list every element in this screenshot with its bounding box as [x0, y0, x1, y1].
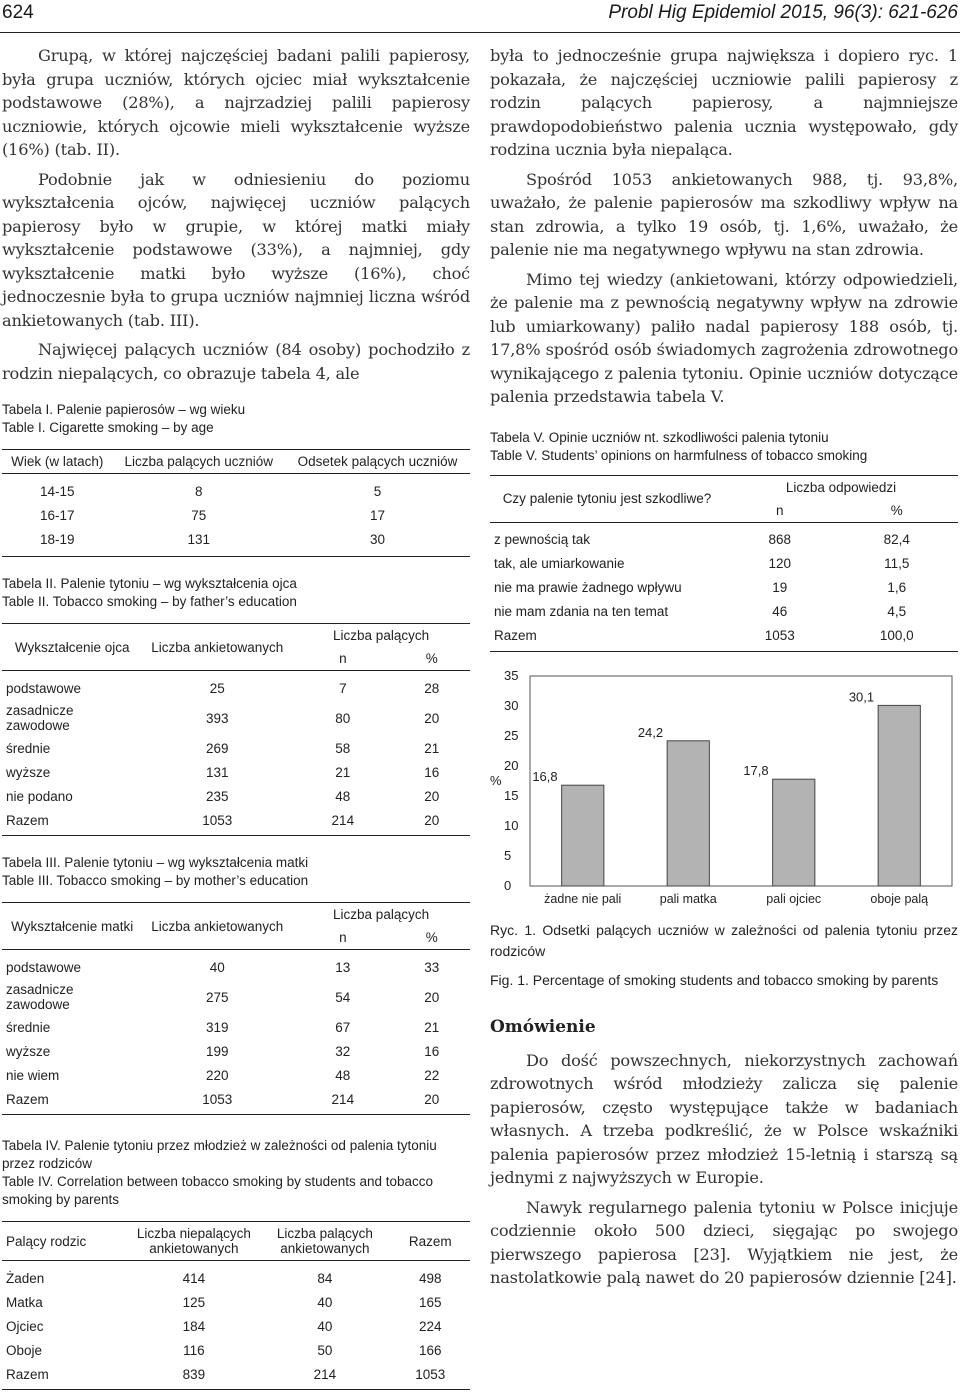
table-cell: 82,4	[883, 532, 910, 547]
table-caption-en: Table IV. Correlation between tobacco smoking by students and tobacco smoking by parents	[2, 1174, 434, 1207]
table-cell: Żaden	[6, 1270, 45, 1286]
y-tick-label: 5	[504, 847, 512, 863]
table-cell: 184	[182, 1318, 206, 1334]
table-row	[490, 576, 958, 600]
body-paragraph: Nawyk regularnego palenia tytoniu w Polsce inicjuje codziennie około 500 dzieci, sięgając po swojego pierwszego papierosa [23]. Wyjątkiem nie jest, że nastolatkowie palą nawet do 20 papierosów dziennie [24].	[490, 1197, 958, 1287]
chart-svg	[490, 664, 958, 914]
table-cell: Razem	[2, 1087, 142, 1115]
table-cell: 4,5	[887, 604, 907, 619]
data-label: 24,2	[637, 724, 664, 740]
table-cell: 80	[335, 710, 351, 726]
table-cell: 224	[418, 1318, 442, 1334]
table-cell: 1053	[724, 624, 835, 652]
table-cell: 75	[191, 507, 207, 523]
table-row	[2, 1087, 470, 1115]
table-cell: 5	[373, 483, 382, 499]
table-header-cell: Liczba palących	[292, 903, 470, 927]
table-header-cell: Liczba niepalących ankietowanych	[128, 1222, 259, 1261]
table-cell: 100,0	[835, 624, 958, 652]
table-header-cell: %	[394, 926, 471, 950]
table-cell: zasadnicze zawodowe	[6, 982, 74, 1012]
table-header-cell: Liczba ankietowanych	[142, 624, 292, 671]
table-cell: 16-17	[39, 507, 75, 523]
table-header-cell: n	[292, 647, 393, 671]
table-row	[490, 552, 958, 576]
table-caption-pl: Tabela IV. Palenie tytoniu przez młodzież w zależności od palenia tytoniu przez rodziców	[2, 1138, 437, 1171]
table-cell: 67	[335, 1019, 351, 1035]
table-cell: 319	[206, 1019, 229, 1035]
table-cell: 84	[317, 1270, 333, 1286]
table-cell: 125	[182, 1294, 206, 1310]
table-cell: 414	[182, 1270, 206, 1286]
table-header-cell: Liczba palących ankietowanych	[259, 1222, 390, 1261]
table-cell: zasadnicze zawodowe	[6, 703, 74, 733]
body-paragraph: była to jednocześnie grupa największa i dopiero ryc. 1 pokazała, że najczęściej uczniowie palili papierosy z rodzin palących papierosy, a najmniejsze prawdopodobieństwo palenia ucznia występowało, gdy rodzina ucznia była niepaląca.	[490, 46, 958, 159]
table-cell: 199	[206, 1043, 229, 1059]
table-row	[490, 624, 958, 652]
table-header-cell: n	[724, 499, 835, 523]
left-column	[2, 44, 470, 1390]
table-cell: 16	[424, 1043, 440, 1059]
table-cell: 393	[206, 710, 229, 726]
table-cell: nie podano	[6, 788, 73, 804]
table-cell: 235	[206, 788, 229, 804]
table-header-cell: Palący rodzic	[2, 1222, 128, 1261]
table-header-cell: Czy palenie tytoniu jest szkodliwe?	[490, 475, 724, 522]
table-cell: 868	[768, 532, 791, 547]
table-cell: nie wiem	[6, 1067, 60, 1083]
table-cell: średnie	[6, 1019, 51, 1035]
body-paragraph: Grupą, w której najczęściej badani palili papierosy, była grupa uczniów, których ojciec miał wykształcenie podstawowe (28%), a najrzadziej palili papierosy uczniowie, których ojcowie mieli wykształcenie wyższe (16%) (tab. II).	[2, 46, 470, 159]
table-cell: 58	[335, 740, 351, 756]
table-cell: nie ma prawie żadnego wpływu	[494, 580, 682, 595]
table-header-cell: Odsetek palących uczniów	[285, 450, 470, 474]
table-caption-en: Table II. Tobacco smoking – by father’s education	[2, 594, 297, 609]
table-row	[2, 474, 470, 504]
table-cell: Razem	[2, 808, 142, 836]
table-4-caption	[2, 1137, 470, 1209]
table-row	[2, 671, 470, 701]
y-tick-label: 30	[504, 697, 519, 713]
table-row	[2, 1338, 470, 1362]
y-tick-label: 20	[504, 757, 519, 773]
table-cell: wyższe	[6, 764, 51, 780]
table-3	[2, 902, 470, 1115]
table-row	[2, 760, 470, 784]
figure-caption-en: Fig. 1. Percentage of smoking students and tobacco smoking by parents	[490, 971, 939, 988]
bar	[667, 740, 709, 885]
table-cell: 48	[335, 788, 351, 804]
table-cell: 165	[418, 1294, 442, 1310]
y-axis-label: %	[490, 772, 502, 788]
x-tick-label: pali matka	[659, 891, 717, 906]
body-paragraph: Mimo tej wiedzy (ankietowani, którzy odpowiedzieli, że palenie ma z pewnością negatywny wpływ na zdrowie lub umiarkowany) paliło nadal papierosy 188 osób, tj. 17,8% spośród osób świadomych zagrożenia zdrowotnego wynikającego z palenia tytoniu. Opinie uczniów dotyczące palenia przedstawia tabela V.	[490, 269, 958, 406]
table-row	[2, 1261, 470, 1291]
table-cell: 131	[112, 527, 285, 557]
table-row	[2, 784, 470, 808]
table-cell: Oboje	[6, 1342, 43, 1358]
x-tick-label: oboje palą	[870, 891, 929, 906]
table-caption-en: Table V. Students’ opinions on harmfulness of tobacco smoking	[490, 447, 868, 463]
table-cell: 131	[206, 764, 229, 780]
table-row	[2, 1063, 470, 1087]
table-cell: 21	[424, 740, 440, 756]
table-cell: 28	[424, 680, 440, 696]
table-cell: 20	[424, 710, 440, 726]
table-row	[2, 1015, 470, 1039]
table-caption-pl: Tabela II. Palenie tytoniu – wg wykształcenia ojca	[2, 576, 297, 591]
table-row	[2, 1314, 470, 1338]
table-row	[2, 736, 470, 760]
right-column	[490, 44, 958, 1290]
data-label: 30,1	[848, 688, 875, 704]
table-cell: 220	[206, 1067, 229, 1083]
table-cell: 54	[335, 989, 351, 1005]
bar-chart	[490, 664, 958, 914]
x-tick-label: pali ojciec	[766, 891, 822, 906]
table-3-caption	[2, 854, 470, 890]
table-cell: 1,6	[887, 580, 907, 595]
page-header	[0, 0, 960, 33]
table-cell: 14-15	[39, 483, 75, 499]
table-cell: 17	[370, 507, 386, 523]
y-tick-label: 35	[504, 667, 519, 683]
table-row	[2, 1039, 470, 1063]
bar	[562, 785, 604, 886]
table-cell: 18-19	[2, 527, 112, 557]
table-header-cell: Liczba palących	[292, 624, 470, 648]
table-row	[2, 700, 470, 736]
table-header-cell: Liczba ankietowanych	[142, 903, 292, 950]
table-cell: 32	[335, 1043, 351, 1059]
table-cell: 19	[772, 580, 788, 595]
table-row	[2, 503, 470, 527]
table-cell: 166	[418, 1342, 442, 1358]
table-row	[2, 979, 470, 1015]
body-paragraph: Spośród 1053 ankietowanych 988, tj. 93,8%, uważało, że palenie papierosów ma szkodliwy wpływ na stan zdrowia, a tylko 19 osób, tj. 1,6%, uważało, że palenie nie ma negatywnego wpływu na stan zdrowia.	[490, 169, 958, 259]
table-4	[2, 1221, 470, 1390]
table-row	[2, 950, 470, 980]
table-cell: 25	[209, 680, 225, 696]
table-cell: z pewnością tak	[494, 532, 591, 547]
table-cell: Razem	[490, 624, 724, 652]
table-header-cell: n	[292, 926, 393, 950]
table-row	[490, 600, 958, 624]
figure-1	[490, 664, 958, 914]
table-2-caption	[2, 575, 470, 611]
journal-citation: Probl Hig Epidemiol 2015, 96(3): 621-626	[608, 2, 958, 23]
table-cell: 214	[292, 808, 393, 836]
y-tick-label: 25	[504, 727, 519, 743]
table-header-cell: Liczba palących uczniów	[112, 450, 285, 474]
table-header-cell: %	[394, 647, 471, 671]
y-tick-label: 10	[504, 817, 519, 833]
table-row	[490, 522, 958, 552]
table-cell: 21	[424, 1019, 440, 1035]
body-paragraph: Do dość powszechnych, niekorzystnych zachowań zdrowotnych wśród młodzieży zalicza się palenie papierosów, często występujące także w badaniach własnych. A trzeba podkreślić, że w Polsce wskaźniki palenia papierosów przez młodzież 15-letnią i starszą są jednymi z najwyższych w Europie.	[490, 1050, 958, 1187]
table-header-cell: Razem	[390, 1222, 470, 1261]
table-cell: 214	[259, 1362, 390, 1390]
table-header-cell: Wiek (w latach)	[2, 450, 112, 474]
table-cell: 40	[209, 959, 225, 975]
table-cell: 498	[418, 1270, 442, 1286]
table-cell: 11,5	[884, 556, 910, 571]
table-1	[2, 449, 470, 557]
table-cell: 20	[424, 989, 440, 1005]
table-5	[490, 475, 958, 652]
table-cell: 839	[128, 1362, 259, 1390]
table-caption-en: Table III. Tobacco smoking – by mother’s education	[2, 873, 309, 888]
table-cell: 48	[335, 1067, 351, 1083]
table-5-caption	[490, 429, 958, 465]
table-1-caption	[2, 401, 470, 437]
section-title: Omówienie	[490, 1016, 596, 1037]
table-2	[2, 623, 470, 836]
table-cell: 20	[394, 1087, 471, 1115]
table-cell: 46	[772, 604, 788, 619]
table-cell: 22	[424, 1067, 440, 1083]
table-cell: Razem	[2, 1362, 128, 1390]
x-tick-label: żadne nie pali	[544, 891, 622, 906]
bar	[773, 779, 815, 886]
table-cell: 21	[335, 764, 351, 780]
table-cell: 20	[394, 808, 471, 836]
table-cell: nie mam zdania na ten temat	[494, 604, 669, 619]
table-cell: średnie	[6, 740, 51, 756]
table-header-cell: Wykształcenie ojca	[2, 624, 142, 671]
table-cell: 120	[768, 556, 791, 571]
data-label: 16,8	[532, 768, 558, 784]
table-cell: 116	[183, 1342, 205, 1358]
table-cell: Ojciec	[6, 1318, 44, 1334]
table-caption-en: Table I. Cigarette smoking – by age	[2, 420, 214, 435]
page-number: 624	[2, 2, 34, 23]
table-cell: 13	[335, 959, 351, 975]
table-cell: 214	[292, 1087, 393, 1115]
y-tick-label: 0	[504, 877, 512, 893]
table-header-cell: Wykształcenie matki	[2, 903, 142, 950]
table-caption-pl: Tabela V. Opinie uczniów nt. szkodliwości palenia tytoniu	[490, 429, 829, 445]
table-cell: tak, ale umiarkowanie	[494, 556, 625, 571]
table-cell: podstawowe	[6, 680, 82, 696]
table-cell: 1053	[142, 808, 292, 836]
table-cell: 1053	[390, 1362, 470, 1390]
table-row	[2, 527, 470, 557]
table-cell: wyższe	[6, 1043, 51, 1059]
table-caption-pl: Tabela III. Palenie tytoniu – wg wykształcenia matki	[2, 855, 309, 870]
body-paragraph: Podobnie jak w odniesieniu do poziomu wykształcenia ojców, najwięcej uczniów palących papierosy było w grupie, w której matki miały wykształcenie podstawowe (33%), a najmniej, gdy wykształcenie matki było wyższe (16%), choć jednoczesnie była to grupa uczniów najmniej liczna wśród ankietowanych (tab. III).	[2, 169, 470, 330]
table-cell: 275	[206, 989, 229, 1005]
table-cell: 1053	[142, 1087, 292, 1115]
table-row	[2, 1362, 470, 1390]
table-row	[2, 1290, 470, 1314]
table-cell: 40	[317, 1294, 333, 1310]
table-cell: 40	[317, 1318, 333, 1334]
table-caption-pl: Tabela I. Palenie papierosów – wg wieku	[2, 402, 246, 417]
table-cell: 16	[424, 764, 440, 780]
y-tick-label: 15	[504, 787, 519, 803]
table-cell: 7	[339, 680, 347, 696]
table-cell: 33	[424, 959, 440, 975]
table-cell: 30	[285, 527, 470, 557]
figure-caption-pl: Ryc. 1. Odsetki palących uczniów w zależności od palenia tytoniu przez rodziców	[490, 921, 958, 959]
table-cell: Matka	[6, 1294, 43, 1310]
table-header-cell: Liczba odpowiedzi	[724, 475, 958, 499]
table-row	[2, 808, 470, 836]
table-cell: 269	[206, 740, 229, 756]
bar	[878, 705, 920, 886]
table-cell: 8	[195, 483, 203, 499]
table-cell: 50	[317, 1342, 333, 1358]
table-cell: podstawowe	[6, 959, 82, 975]
table-header-cell: %	[835, 499, 958, 523]
table-cell: 20	[424, 788, 440, 804]
data-label: 17,8	[743, 762, 769, 778]
body-paragraph: Najwięcej palących uczniów (84 osoby) pochodziło z rodzin niepalących, co obrazuje tabela 4, ale	[2, 340, 470, 383]
